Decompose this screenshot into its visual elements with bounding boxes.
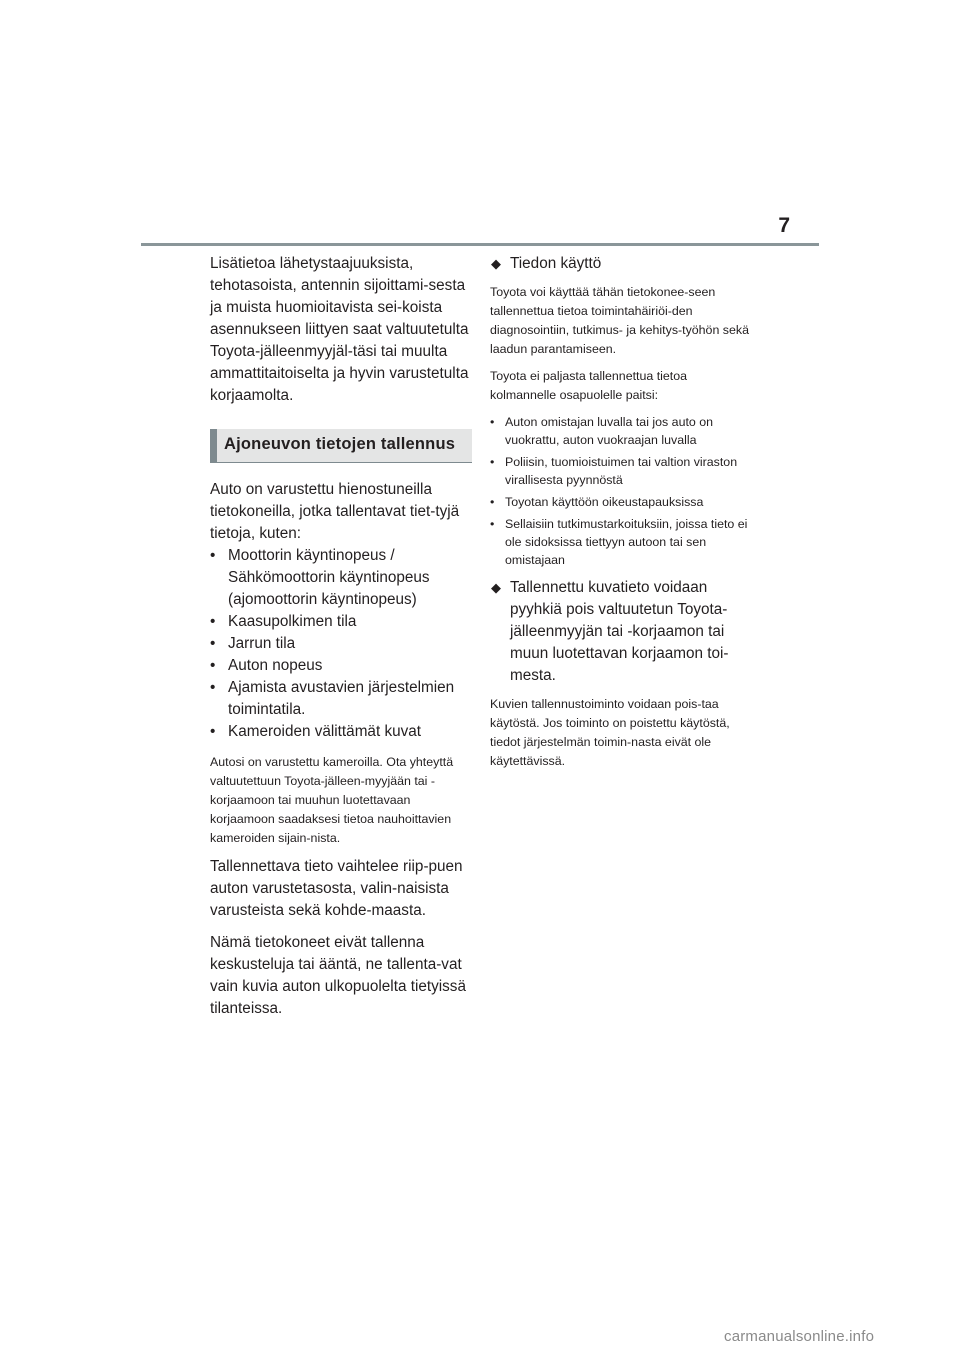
bullet-icon: • bbox=[490, 415, 495, 429]
bullet-icon: • bbox=[210, 635, 216, 652]
bullet-icon: • bbox=[490, 517, 495, 531]
data-usage-paragraph: Toyota voi käyttää tähän tietokonee-seen tallennettua tietoa toimintahäiriöi-den diagnosointiin, tutkimus- ja kehitys-työhön sekä laadun parantamiseen. bbox=[490, 285, 749, 356]
header-rule bbox=[141, 243, 819, 246]
bullet-icon: • bbox=[210, 723, 216, 740]
intro-paragraph: Lisätietoa lähetystaajuuksista, tehotasoista, antennin sijoittami-sesta ja muista huomioitavista sei-koista asennukseen liittyen saat valtuutetulta Toyota-jälleenmyyjäl-täsi tai muulta ammattitaitoiselta ja hyvin varustetulta korjaamolta. bbox=[210, 255, 469, 404]
bullet-icon: • bbox=[210, 657, 216, 674]
list-item: • Toyotan käyttöön oikeustapauksissa bbox=[490, 495, 704, 509]
right-column bbox=[490, 253, 752, 779]
watermark: carmanualsonline.info bbox=[724, 1328, 875, 1345]
bullet-icon: • bbox=[490, 495, 495, 509]
list-item: • Ajamista avustavien järjestelmien toimintatila. bbox=[210, 679, 455, 718]
data-usage-heading: ◆ Tiedon käyttö bbox=[491, 255, 602, 272]
diamond-bullet-icon: ◆ bbox=[491, 580, 501, 595]
recording-disable-paragraph: Kuvien tallennustoiminto voidaan pois-taa käytöstä. Jos toiminto on poistettu käytöstä, tiedot järjestelmän toimin-nasta eivät ole käytettävissä. bbox=[490, 697, 730, 768]
disclosure-exceptions-list bbox=[490, 413, 752, 569]
list-item: • Sellaisiin tutkimustarkoituksiin, joissa tieto ei ole sidoksissa tiettyyn autoon tai sen omistajaan bbox=[490, 517, 748, 567]
page-number: 7 bbox=[778, 214, 790, 237]
list-item: • Auton omistajan luvalla tai jos auto on vuokrattu, auton vuokraajan luvalla bbox=[490, 415, 714, 447]
variation-paragraph: Tallennettava tieto vaihtelee riip-puen auton varustetasosta, valin-naisista varusteista sekä kohde-maasta. bbox=[210, 858, 463, 919]
bullet-icon: • bbox=[210, 547, 216, 564]
list-item: • Moottorin käyntinopeus / Sähkömoottorin käyntinopeus (ajomoottorin käyntinopeus) bbox=[210, 547, 430, 608]
list-item: • Kameroiden välittämät kuvat bbox=[210, 721, 472, 743]
section-heading-text: Ajoneuvon tietojen tallennus bbox=[224, 435, 456, 453]
list-item: • Jarrun tila bbox=[210, 633, 472, 655]
no-audio-paragraph: Nämä tietokoneet eivät tallenna keskusteluja tai ääntä, ne tallenta-vat vain kuvia auton ulkopuolelta tietyissä tilanteissa. bbox=[210, 934, 466, 1017]
list-item: • Poliisin, tuomioistuimen tai valtion viraston virallisesta pyynnöstä bbox=[490, 455, 738, 487]
disclosure-paragraph: Toyota ei paljasta tallennettua tietoa kolmannelle osapuolelle paitsi: bbox=[490, 369, 688, 402]
recorded-data-list bbox=[210, 545, 472, 743]
bullet-icon: • bbox=[210, 613, 216, 630]
camera-note: Autosi on varustettu kameroilla. Ota yhteyttä valtuutettuun Toyota-jälleen-myyjään tai -korjaamoon tai muuhun luotettavaan korjaamoon saadaksesi tietoa nauhoittavien kameroiden sijain-nista. bbox=[210, 755, 454, 845]
list-item: • Kaasupolkimen tila bbox=[210, 611, 472, 633]
recorded-data-intro: Auto on varustettu hienostuneilla tietokoneilla, jotka tallentavat tiet-tyjä tietoja, kuten: bbox=[210, 481, 460, 542]
image-data-erase-heading: ◆ Tallennettu kuvatieto voidaan pyyhkiä pois valtuutetun Toyota-jälleenmyyjän tai -korjaamon tai muun luotettavan korjaamon toi-mesta. bbox=[491, 579, 729, 684]
bullet-icon: • bbox=[490, 455, 495, 469]
bullet-icon: • bbox=[210, 679, 216, 696]
left-column bbox=[210, 253, 472, 1027]
diamond-bullet-icon: ◆ bbox=[491, 256, 501, 271]
section-heading bbox=[210, 429, 472, 463]
list-item: • Auton nopeus bbox=[210, 655, 472, 677]
